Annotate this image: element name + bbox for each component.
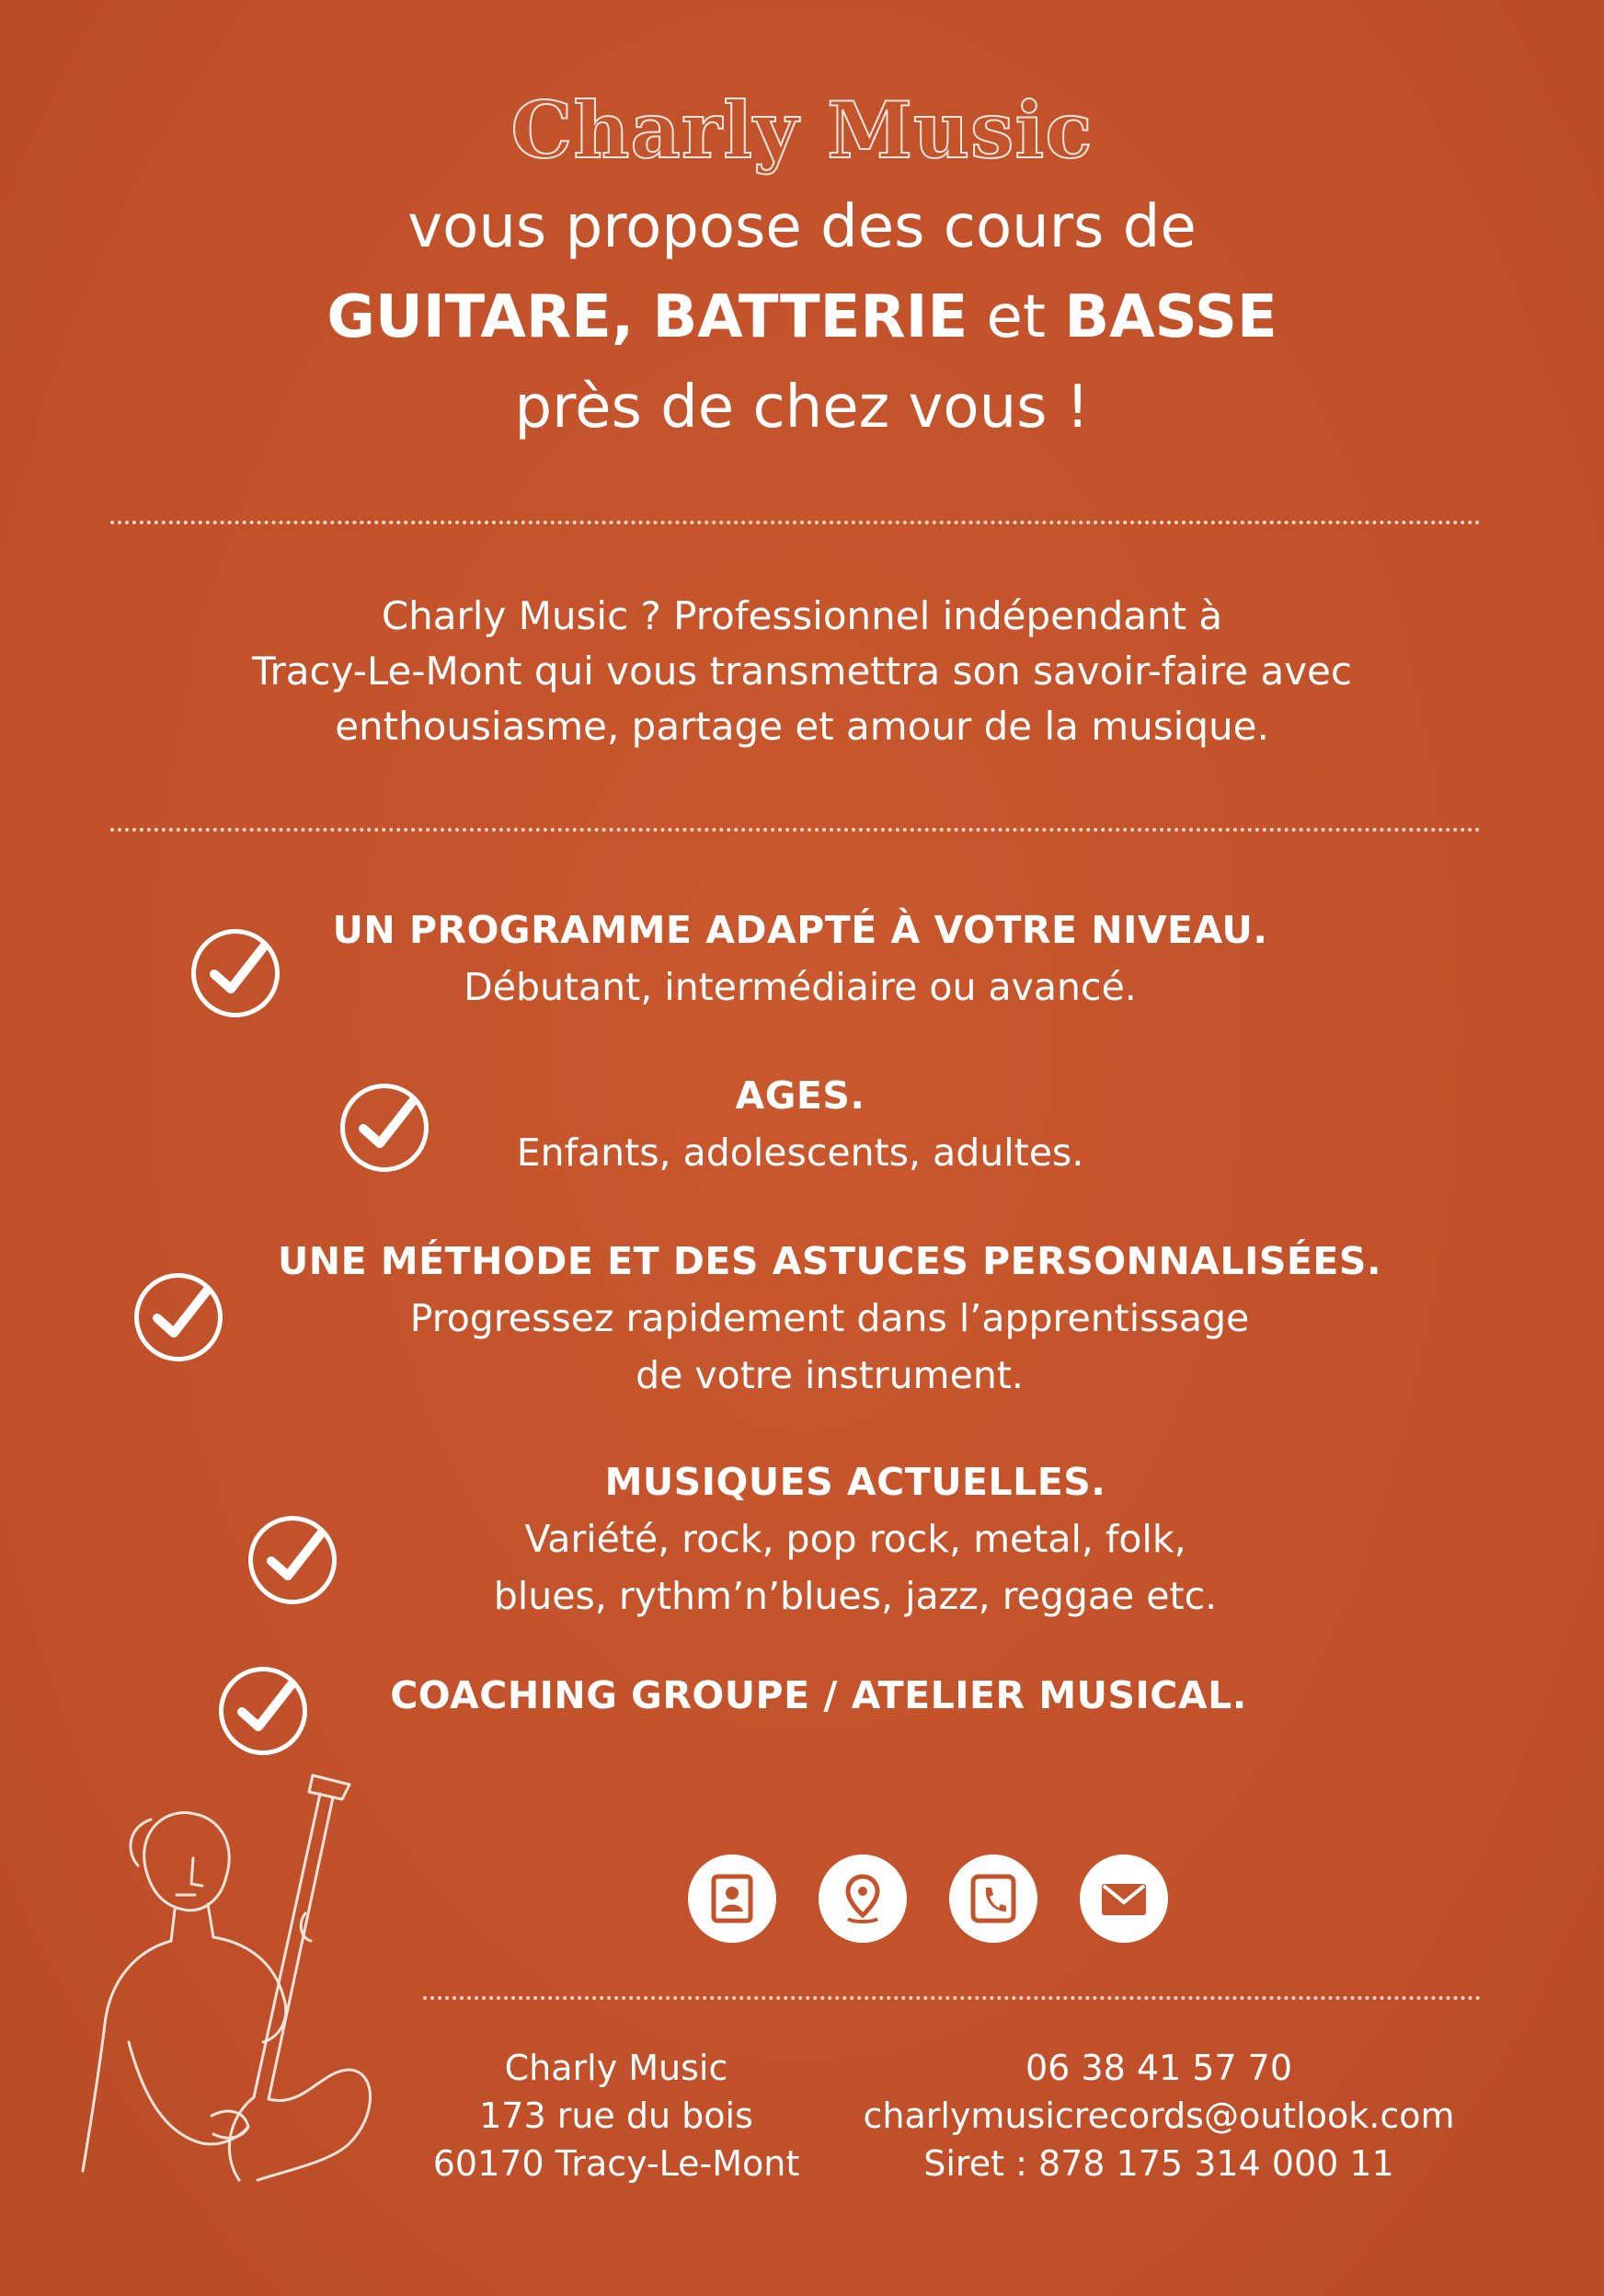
phone-icon[interactable] [949, 1854, 1037, 1943]
headline-line3: près de chez vous ! [514, 373, 1090, 442]
headline-line1: vous propose des cours de [407, 193, 1197, 261]
contact-details [828, 2044, 1490, 2187]
intro-line1: Charly Music ? Professionnel indépendant à [381, 593, 1223, 638]
divider-bottom [423, 1996, 1481, 2000]
divider-middle [110, 828, 1481, 832]
feature-text [349, 1453, 1361, 1624]
feature-desc: Progressez rapidement dans l’apprentissage [409, 1296, 1250, 1340]
contact-icons [688, 1854, 1185, 1946]
contact-city: 60170 Tracy-Le-Mont [432, 2143, 800, 2184]
check-icon [191, 929, 280, 1017]
headline-guitare: GUITARE, [327, 283, 635, 351]
headline-basse: BASSE [1064, 283, 1277, 351]
divider-top [110, 521, 1481, 524]
feature-title: COACHING GROUPE / ATELIER MUSICAL. [390, 1673, 1247, 1717]
feature-title: UN PROGRAMME ADAPTÉ À VOTRE NIVEAU. [332, 908, 1268, 952]
feature-text [294, 901, 1306, 1016]
contact-address [405, 2044, 828, 2187]
feature-text [241, 1233, 1418, 1404]
headline [0, 182, 1604, 453]
check-icon [248, 1516, 337, 1604]
contact-phone[interactable]: 06 38 41 57 70 [1025, 2048, 1293, 2088]
headline-batterie: BATTERIE [652, 283, 968, 351]
feature-title: MUSIQUES ACTUELLES. [604, 1460, 1106, 1504]
check-icon [219, 1667, 307, 1755]
contact-siret: Siret : 878 175 314 000 11 [923, 2143, 1394, 2184]
contact-card-icon[interactable] [688, 1854, 776, 1943]
intro-line2: Tracy-Le-Mont qui vous transmettra son savoir-faire avec [252, 649, 1352, 694]
feature-desc: de votre instrument. [636, 1353, 1024, 1397]
contact-street: 173 rue du bois [479, 2095, 753, 2136]
feature-desc: Enfants, adolescents, adultes. [516, 1131, 1084, 1175]
location-pin-icon[interactable] [819, 1854, 907, 1943]
headline-et: et [986, 283, 1046, 351]
feature-text [322, 1667, 1315, 1724]
check-icon [134, 1273, 223, 1361]
headline-line2 [0, 272, 1604, 362]
feature-title: AGES. [735, 1073, 865, 1118]
contact-name: Charly Music [504, 2048, 728, 2088]
intro-text [0, 589, 1604, 754]
feature-desc: Débutant, intermédiaire ou avancé. [464, 965, 1137, 1009]
contact-email[interactable]: charlymusicrecords@outlook.com [863, 2095, 1455, 2136]
feature-title: UNE MÉTHODE ET DES ASTUCES PERSONNALISÉES. [277, 1239, 1382, 1283]
intro-line3: enthousiasme, partage et amour de la musique. [335, 704, 1269, 749]
check-icon [340, 1084, 429, 1172]
brand-title: Charly Music [510, 85, 1094, 176]
feature-text [441, 1067, 1159, 1181]
feature-desc: Variété, rock, pop rock, metal, folk, [524, 1517, 1186, 1561]
envelope-icon[interactable] [1080, 1854, 1168, 1943]
guitarist-illustration-icon [74, 1766, 460, 2189]
feature-desc: blues, rythm’n’blues, jazz, reggae etc. [493, 1574, 1218, 1618]
